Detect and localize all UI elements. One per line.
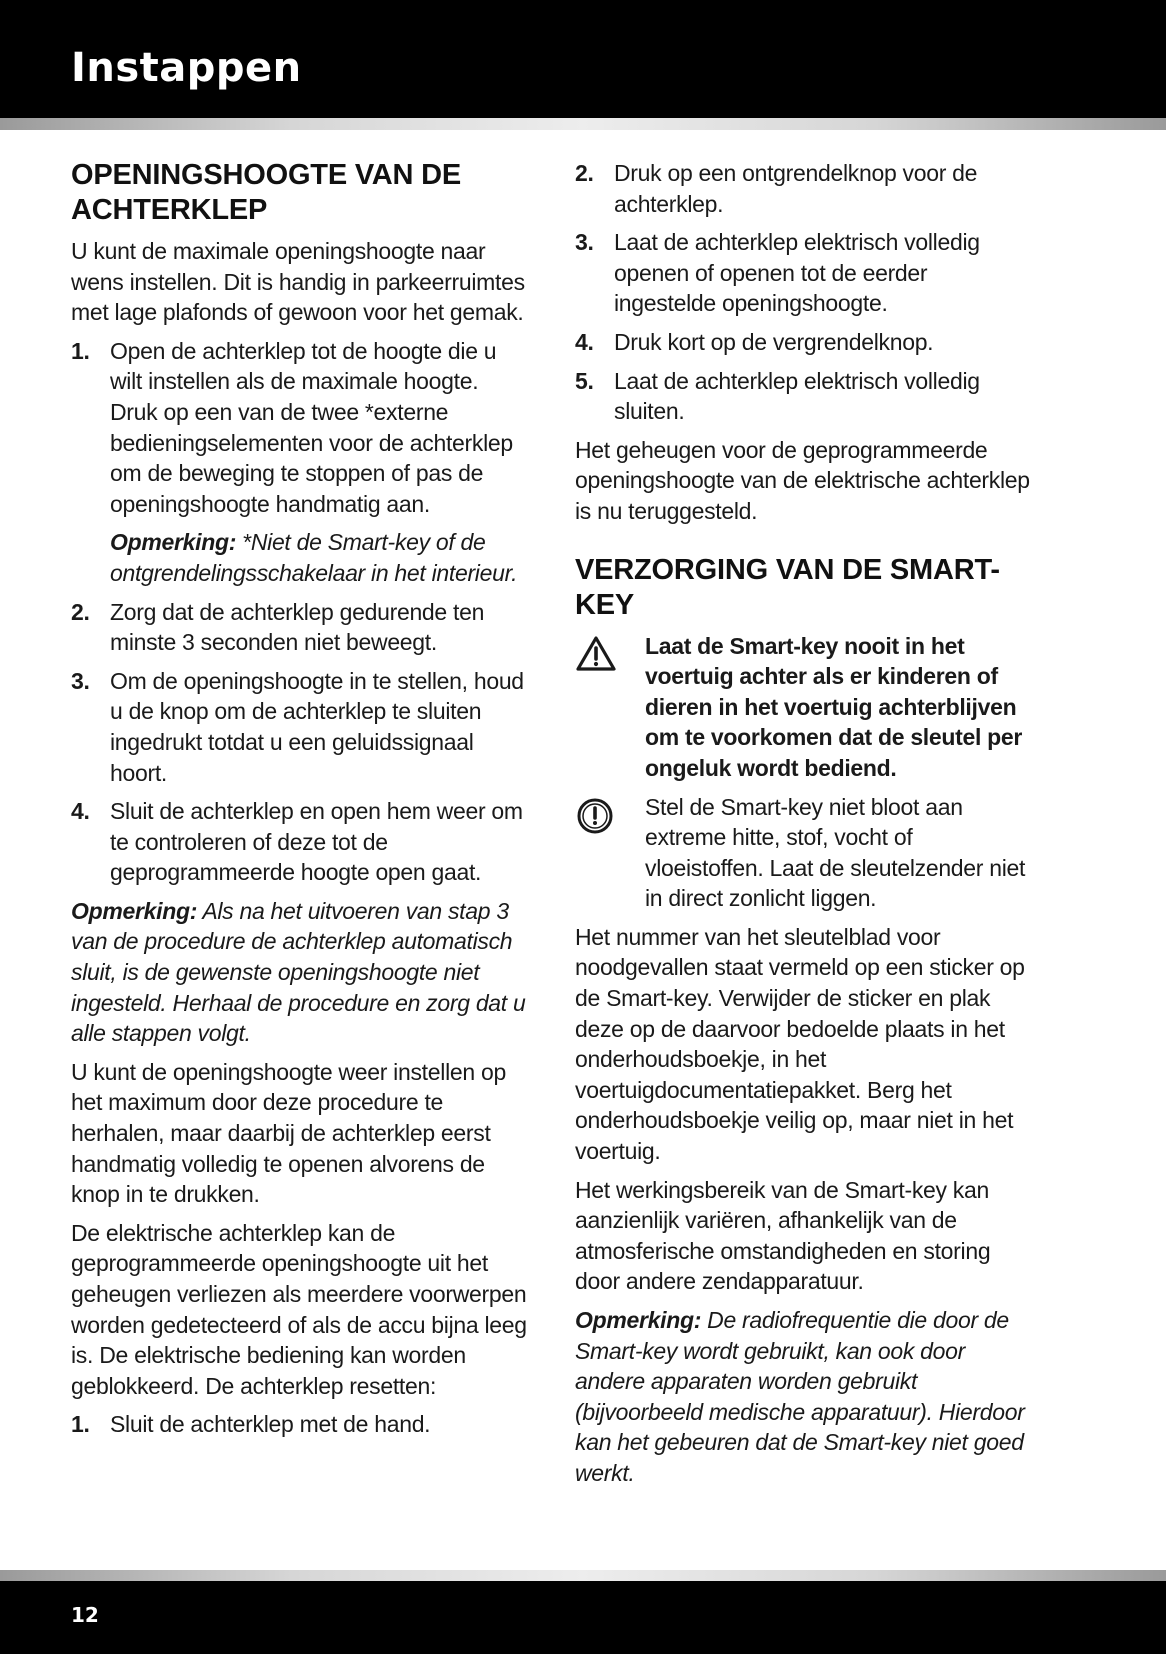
caution-callout	[575, 792, 1035, 914]
note-label: Opmerking:	[110, 529, 237, 556]
step-number: 1.	[71, 337, 90, 364]
note-text: *Niet de Smart-key of de ontgrendelingsschakelaar in het interieur.	[110, 529, 518, 586]
step-text: Open de achterklep tot de hoogte die u wilt instellen als de maximale hoogte. Druk op een van de twee *externe bedieningselementen voor de achterklep om de beweging te stoppen of pas de openingshoogte handmatig aan.	[110, 337, 513, 517]
step-text: Druk op een ontgrendelknop voor de achterklep.	[614, 160, 978, 217]
list-item	[575, 366, 1035, 427]
note-text: De radiofrequentie die door de Smart-key wordt gebruikt, kan ook door andere apparaten worden gebruikt (bijvoorbeeld medische apparatuur). Hierdoor kan het gebeuren dat de Smart-key niet goed werkt.	[575, 1307, 1025, 1486]
header-divider	[0, 118, 1166, 130]
footer-divider	[0, 1570, 1166, 1581]
section-heading-smart-key-care: VERZORGING VAN DE SMART-KEY	[575, 553, 1000, 621]
note-label: Opmerking:	[575, 1307, 702, 1333]
step-text: Laat de achterklep elektrisch volledig openen of openen tot de eerder ingestelde openingshoogte.	[614, 229, 980, 317]
step-number: 2.	[71, 598, 90, 625]
range-paragraph: Het werkingsbereik van de Smart-key kan aanzienlijk variëren, afhankelijk van de atmosferische omstandigheden en storing door andere zendapparatuur.	[575, 1176, 991, 1295]
step-number: 3.	[575, 229, 594, 256]
step-number: 3.	[71, 667, 90, 694]
list-item	[71, 666, 527, 788]
reset-done-paragraph: Het geheugen voor de geprogrammeerde openingshoogte van de elektrische achterklep is nu teruggesteld.	[575, 436, 1030, 524]
warning-callout	[575, 631, 1035, 784]
page-header	[0, 0, 1166, 118]
section-heading-tailgate-height: OPENINGSHOOGTE VAN DE ACHTERKLEP	[71, 159, 462, 226]
step-text: Sluit de achterklep en open hem weer om te controleren of deze tot de geprogrammeerde hoogte open gaat.	[110, 798, 523, 886]
step-text: Druk kort op de vergrendelknop.	[614, 328, 934, 355]
left-column	[71, 158, 527, 1448]
warning-text: Laat de Smart-key nooit in het voertuig achter als er kinderen of dieren in het voertuig achterblijven om te voorkomen dat de sleutel per ongeluk wordt bediend.	[645, 632, 1023, 781]
step-text: Sluit de achterklep met de hand.	[110, 1411, 431, 1438]
list-item	[71, 796, 527, 888]
reset-paragraph: U kunt de openingshoogte weer instellen op het maximum door deze procedure te herhalen, maar daarbij de achterklep eerst handmatig volledig te openen alvorens de knop in te drukken.	[71, 1058, 506, 1208]
step-number: 5.	[575, 367, 594, 394]
page-number: 12	[71, 1603, 99, 1627]
note-paragraph	[71, 896, 527, 1049]
step-number: 4.	[71, 798, 90, 825]
page-footer	[0, 1581, 1166, 1654]
page-title: Instappen	[71, 45, 302, 91]
step-number: 2.	[575, 160, 594, 186]
list-item	[71, 336, 527, 520]
intro-paragraph: U kunt de maximale openingshoogte naar wens instellen. Dit is handig in parkeerruimtes met lage plafonds of gewoon voor het gemak.	[71, 238, 525, 326]
note-paragraph	[575, 1305, 1035, 1489]
right-column	[575, 158, 1035, 1497]
note-text: Als na het uitvoeren van stap 3 van de procedure de achterklep automatisch sluit, is de gewenste openingshoogte niet ingesteld. Herhaal de procedure en zorg dat u alle stappen volgt.	[71, 897, 526, 1047]
list-item	[575, 158, 1035, 219]
caution-text: Stel de Smart-key niet bloot aan extreme hitte, stof, vocht of vloeistoffen. Laat de sleutelzender niet in direct zonlicht liggen.	[645, 793, 1026, 912]
list-item	[71, 1409, 527, 1440]
list-item	[71, 597, 527, 658]
step-text: Om de openingshoogte in te stellen, houd u de knop om de achterklep te sluiten ingedrukt totdat u een geluidssignaal hoort.	[110, 667, 524, 786]
list-item	[575, 327, 1035, 358]
step-text: Laat de achterklep elektrisch volledig sluiten.	[614, 367, 980, 425]
step-number: 1.	[71, 1411, 90, 1438]
memory-paragraph: De elektrische achterklep kan de geprogrammeerde openingshoogte uit het geheugen verliezen als meerdere voorwerpen worden gedetecteerd of als de accu bijna leeg is. De elektrische bediening kan worden geblokkeerd. De achterklep resetten:	[71, 1219, 527, 1399]
key-number-paragraph: Het nummer van het sleutelblad voor noodgevallen staat vermeld op een sticker op de Smart-key. Verwijder de sticker en plak deze op de daarvoor bedoelde plaats in het onderhoudsboekje, in het voertuigdocumentatiepakket. Berg het onderhoudsboekje veilig op, maar niet in het voertuig.	[575, 923, 1025, 1165]
warning-triangle-icon	[575, 631, 645, 784]
step-text: Zorg dat de achterklep gedurende ten minste 3 seconden niet beweegt.	[110, 598, 485, 656]
step-note	[110, 527, 527, 588]
note-label: Opmerking:	[71, 897, 198, 924]
list-item	[575, 227, 1035, 319]
caution-circle-icon	[575, 792, 645, 914]
step-number: 4.	[575, 328, 594, 355]
